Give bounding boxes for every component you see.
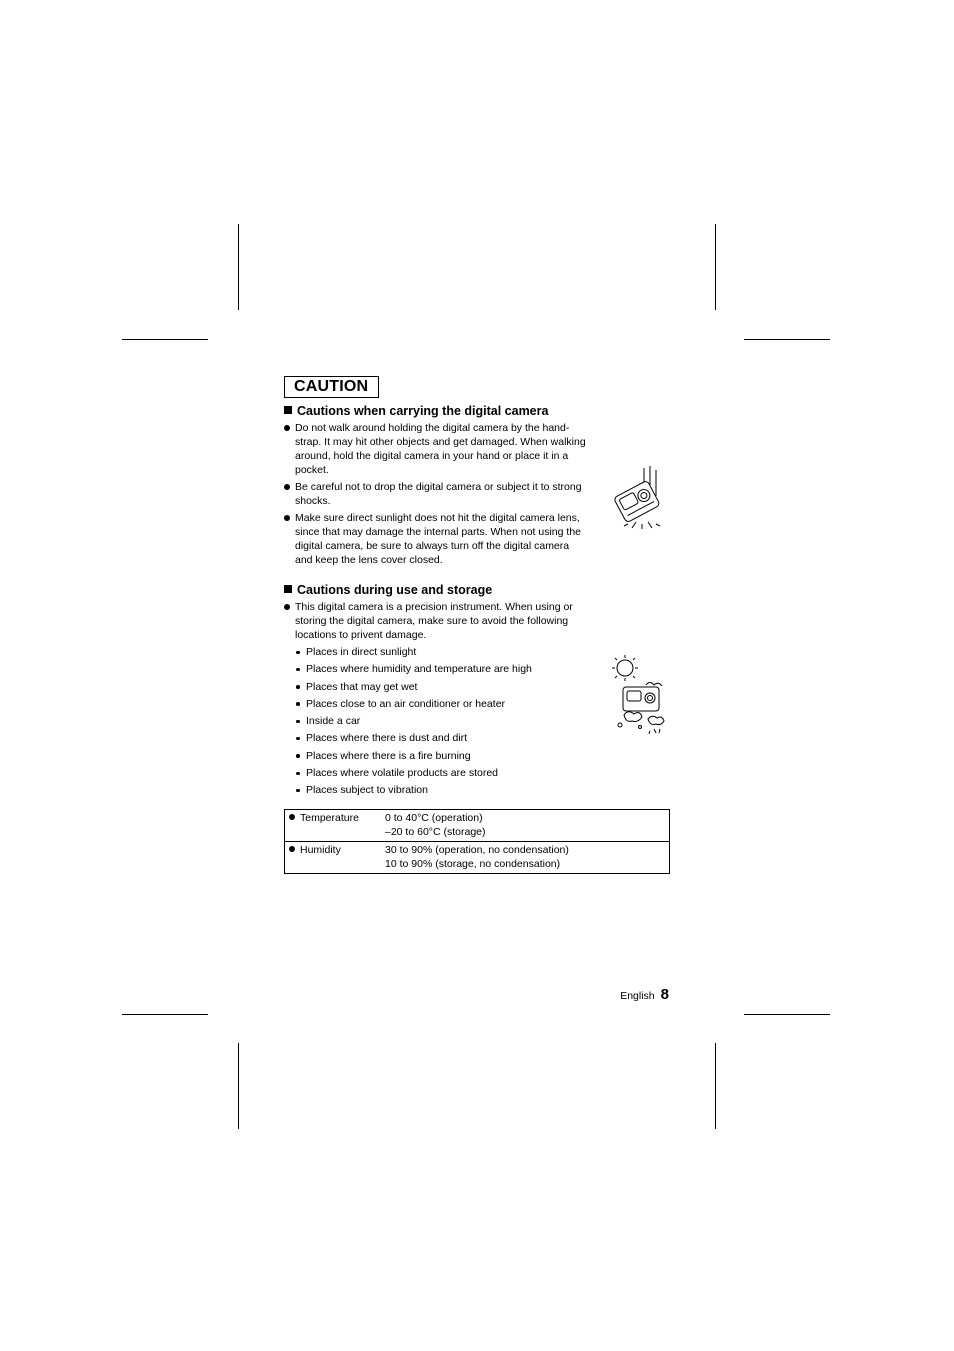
camera-sun-water-icon bbox=[610, 655, 670, 735]
small-bullet-icon bbox=[296, 772, 300, 776]
list-item: Places that may get wet bbox=[284, 680, 670, 694]
list-item: Places where humidity and temperature are high bbox=[284, 662, 670, 676]
bullet-icon bbox=[284, 425, 290, 431]
storage-bullet-list bbox=[284, 600, 589, 642]
spec-label: Humidity bbox=[285, 842, 382, 874]
crop-mark bbox=[122, 1014, 208, 1015]
small-bullet-icon bbox=[296, 789, 300, 793]
footer-language: English bbox=[620, 990, 655, 1002]
crop-mark bbox=[122, 339, 208, 340]
small-bullet-icon bbox=[296, 651, 300, 655]
square-bullet-icon bbox=[284, 585, 292, 593]
list-item: Make sure direct sunlight does not hit the digital camera lens, since that may damage the internal parts. When not using the digital camera, be sure to always turn off the digital camera and keep the lens cover closed. bbox=[284, 511, 589, 567]
crop-mark bbox=[715, 1043, 716, 1129]
page-content bbox=[284, 376, 670, 801]
list-item: Places where there is a fire burning bbox=[284, 749, 670, 763]
small-bullet-icon bbox=[296, 737, 300, 741]
list-item: Places where there is dust and dirt bbox=[284, 731, 670, 745]
small-bullet-icon bbox=[296, 685, 300, 689]
table-row bbox=[285, 842, 670, 874]
crop-mark bbox=[715, 224, 716, 310]
section-heading-storage: Cautions during use and storage bbox=[284, 582, 670, 598]
falling-camera-icon bbox=[606, 466, 668, 530]
crop-mark bbox=[238, 1043, 239, 1129]
list-item: Be careful not to drop the digital camera or subject it to strong shocks. bbox=[284, 480, 589, 508]
bullet-icon bbox=[289, 814, 295, 820]
small-bullet-icon bbox=[296, 702, 300, 706]
small-bullet-icon bbox=[296, 668, 300, 672]
carrying-bullet-list bbox=[284, 421, 589, 567]
table-row bbox=[285, 810, 670, 842]
list-item: Places subject to vibration bbox=[284, 783, 670, 797]
page-number: 8 bbox=[660, 986, 669, 1003]
small-bullet-icon bbox=[296, 720, 300, 724]
list-item: Inside a car bbox=[284, 714, 670, 728]
bullet-icon bbox=[284, 484, 290, 490]
bullet-icon bbox=[284, 604, 290, 610]
crop-mark bbox=[744, 1014, 830, 1015]
caution-title: CAUTION bbox=[284, 376, 379, 398]
page-footer bbox=[620, 986, 669, 1003]
crop-mark bbox=[238, 224, 239, 310]
square-bullet-icon bbox=[284, 406, 292, 414]
crop-mark bbox=[744, 339, 830, 340]
list-item: Places where volatile products are stored bbox=[284, 766, 670, 780]
bullet-icon bbox=[284, 515, 290, 521]
small-bullet-icon bbox=[296, 754, 300, 758]
list-item: This digital camera is a precision instrument. When using or storing the digital camera, make sure to avoid the following locations to privent damage. bbox=[284, 600, 589, 642]
spec-value: 0 to 40°C (operation) –20 to 60°C (storage) bbox=[385, 812, 486, 838]
bullet-icon bbox=[289, 846, 295, 852]
spec-value: 30 to 90% (operation, no condensation) 10 to 90% (storage, no condensation) bbox=[381, 842, 670, 874]
list-item: Places close to an air conditioner or heater bbox=[284, 697, 670, 711]
list-item: Do not walk around holding the digital camera by the hand-strap. It may hit other objects and get damaged. When walking around, hold the digital camera in your hand or place it in a pocket. bbox=[284, 421, 589, 477]
list-item: Places in direct sunlight bbox=[284, 645, 670, 659]
section-heading-carrying: Cautions when carrying the digital camera bbox=[284, 403, 670, 419]
spec-label: Temperature bbox=[285, 810, 382, 842]
specs-table bbox=[284, 809, 670, 874]
